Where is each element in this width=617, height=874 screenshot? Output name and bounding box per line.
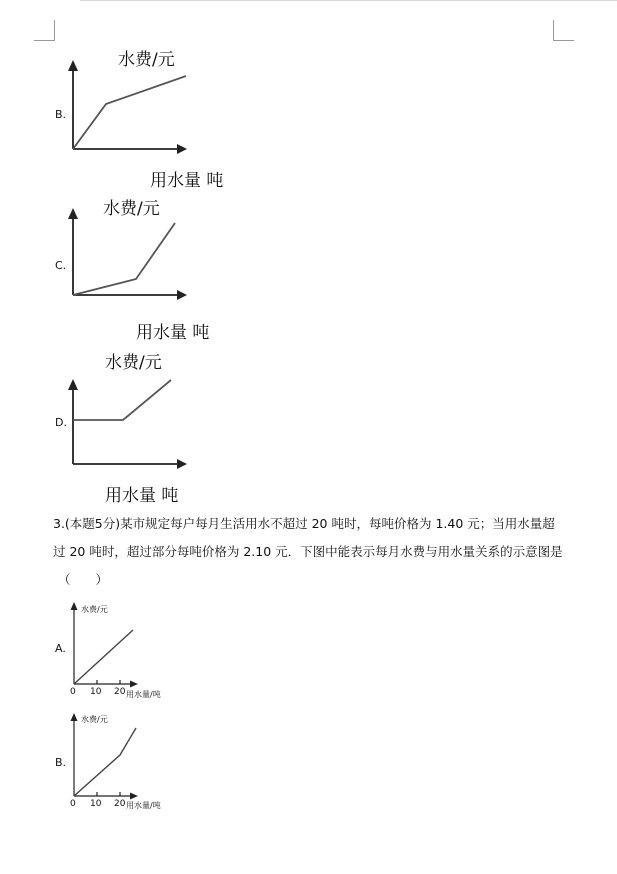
- y-axis-label: 水费/元: [103, 199, 160, 219]
- option-label: D.: [55, 416, 67, 429]
- x-axis-label: 用水量/吨: [126, 690, 161, 699]
- x-axis-label: 用水量 吨: [105, 486, 179, 506]
- option-label: B.: [55, 756, 67, 769]
- y-axis-arrow: [71, 713, 78, 721]
- x-tick-label: 0: [70, 687, 76, 697]
- x-tick-label: 10: [90, 799, 102, 809]
- x-tick-label: 20: [114, 687, 126, 697]
- y-axis-label: 水费/元: [118, 50, 175, 70]
- x-tick-label: 10: [90, 687, 102, 697]
- x-axis-label: 用水量/吨: [126, 801, 161, 810]
- question-text-line-2: 过 20 吨时，超过部分每吨价格为 2.10 元．下图中能表示每月水费与用水量关系的示意图是: [53, 544, 563, 559]
- x-axis-label: 用水量 吨: [150, 171, 224, 191]
- option-label: A.: [55, 642, 66, 655]
- y-axis-label: 水费/元: [81, 715, 108, 724]
- option-label: B.: [55, 108, 67, 121]
- option-label: C.: [55, 259, 67, 272]
- x-axis-arrow: [130, 793, 138, 800]
- x-tick-label: 0: [70, 799, 76, 809]
- question-text-line-1: 3.(本题5分)某市规定每户每月生活用水不超过 20 吨时，每吨价格为 1.40 元；当用水量超: [53, 516, 555, 531]
- y-axis-label: 水费/元: [81, 605, 108, 614]
- x-axis-label: 用水量 吨: [136, 323, 210, 343]
- answer-blank: （ ）: [58, 572, 109, 587]
- fee-line: [74, 728, 136, 796]
- x-tick-label: 20: [114, 799, 126, 809]
- y-axis-label: 水费/元: [105, 353, 162, 373]
